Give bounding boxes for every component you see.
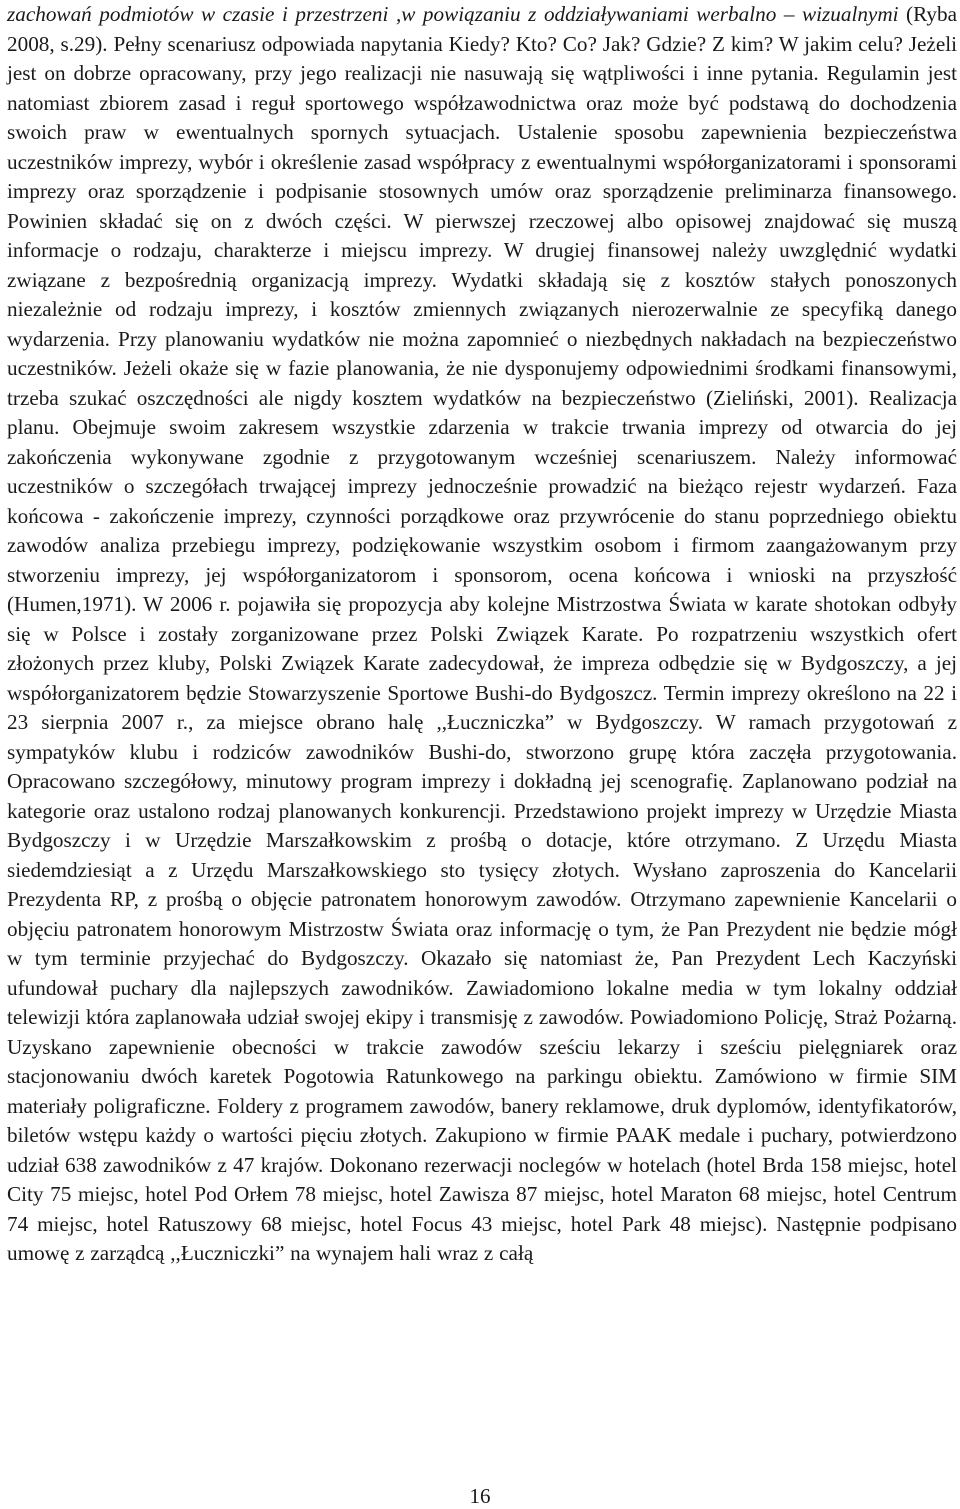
italic-definition-text: zachowań podmiotów w czasie i przestrzeni ,w powiązaniu z oddziaływaniami werbalno – wizualnymi [7,2,899,26]
paragraph-main-text: (Ryba 2008, s.29). Pełny scenariusz odpowiada napytania Kiedy? Kto? Co? Jak? Gdzie? Z kim? W jakim celu? Jeżeli jest on dobrze opracowany, przy jego realizacji nie nasuwają się wątpliwości i inne pytania. Regulamin jest natomiast zbiorem zasad i reguł sportowego współzawodnictwa oraz może być podstawą do dochodzenia swoich praw w ewentualnych spornych sytuacjach. Ustalenie sposobu zapewnienia bezpieczeństwa uczestników imprezy, wybór i określenie zasad współpracy z ewentualnymi współorganizatorami i sponsorami imprezy oraz sporządzenie i podpisanie stosownych umów oraz sporządzenie preliminarza finansowego. Powinien składać się on z dwóch części. W pierwszej rzeczowej albo opisowej znajdować się muszą informacje o rodzaju, charakterze i miejscu imprezy. W drugiej finansowej należy uwzględnić wydatki związane z bezpośrednią organizacją imprezy. Wydatki składają się z kosztów stałych ponoszonych niezależnie od rodzaju imprezy, i kosztów zmiennych związanych nierozerwalnie ze specyfiką danego wydarzenia. Przy planowaniu wydatków nie można zapomnieć o niezbędnych nakładach na bezpieczeństwo uczestników. Jeżeli okaże się w fazie planowania, że nie dysponujemy odpowiednimi środkami finansowymi, trzeba szukać oszczędności ale nigdy kosztem wydatków na bezpieczeństwo (Zieliński, 2001). Realizacja planu. Obejmuje swoim zakresem wszystkie zdarzenia w trakcie trwania imprezy od otwarcia do jej zakończenia wykonywane zgodnie z przygotowanym wcześniej scenariuszem. Należy informować uczestników o szczegółach trwającej imprezy jednocześnie prowadzić na bieżąco rejestr wydarzeń. Faza końcowa - zakończenie imprezy, czynności porządkowe oraz przywrócenie do stanu poprzedniego obiektu zawodów analiza przebiegu imprezy, podziękowanie wszystkim osobom i firmom zaangażowanym przy stworzeniu imprezy, jej współorganizatorom i sponsorom, ocena końcowa i wnioski na przyszłość (Humen,1971). W 2006 r. pojawiła się propozycja aby kolejne Mistrzostwa Świata w karate shotokan odbyły się w Polsce i zostały zorganizowane przez Polski Związek Karate. Po rozpatrzeniu wszystkich ofert złożonych przez kluby, Polski Związek Karate zadecydował, że impreza odbędzie się w Bydgoszczy, a jej współorganizatorem będzie Stowarzyszenie Sportowe Bushi-do Bydgoszcz. Termin imprezy określono na 22 i 23 sierpnia 2007 r., za miejsce obrano halę ,,Łuczniczka” w Bydgoszczy. W ramach przygotowań z sympatyków klubu i rodziców zawodników Bushi-do, stworzono grupę która zaczęła przygotowania. Opracowano szczegółowy, minutowy program imprezy i dokładną jej scenografię. Zaplanowano podział na kategorie oraz ustalono rodzaj planowanych konkurencji. Przedstawiono projekt imprezy w Urzędzie Miasta Bydgoszczy i w Urzędzie Marszałkowskim z prośbą o dotacje, które otrzymano. Z Urzędu Miasta siedemdziesiąt a z Urzędu Marszałkowskiego sto tysięcy złotych. Wysłano zaproszenia do Kancelarii Prezydenta RP, z prośbą o objęcie patronatem honorowym zawodów. Otrzymano zapewnienie Kancelarii o objęciu patronatem honorowym Mistrzostw Świata oraz informację o tym, że Pan Prezydent nie będzie mógł w tym terminie przyjechać do Bydgoszczy. Okazało się natomiast że, Pan Prezydent Lech Kaczyński ufundował puchary dla najlepszych zawodników. Zawiadomiono lokalne media w tym lokalny oddział telewizji która zaplanowała udział swojej ekipy i transmisję z zawodów. Powiadomiono Policję, Straż Pożarną. Uzyskano zapewnienie obecności w trakcie zawodów sześciu lekarzy i sześciu pielęgniarek oraz stacjonowaniu dwóch karetek Pogotowia Ratunkowego na parkingu obiektu. Zamówiono w firmie SIM materiały poligraficzne. Foldery z programem zawodów, banery reklamowe, druk dyplomów, identyfikatorów, biletów wstępu każdy o wartości pięciu złotych. Zakupiono w firmie PAAK medale i puchary, potwierdzono udział 638 zawodników z 47 krajów. Dokonano rezerwacji noclegów w hotelach (hotel Brda 158 miejsc, hotel City 75 miejsc, hotel Pod Orłem 78 miejsc, hotel Zawisza 87 miejsc, hotel Maraton 68 miejsc, hotel Centrum 74 miejsc, hotel Ratuszowy 68 miejsc, hotel Focus 43 miejsc, hotel Park 48 miejsc). Następnie podpisano umowę z zarządcą ,,Łuczniczki” na wynajem hali wraz z całą [7,2,957,1265]
document-page [7,0,957,1269]
page-number: 16 [469,1484,491,1508]
body-paragraph [7,0,957,1269]
